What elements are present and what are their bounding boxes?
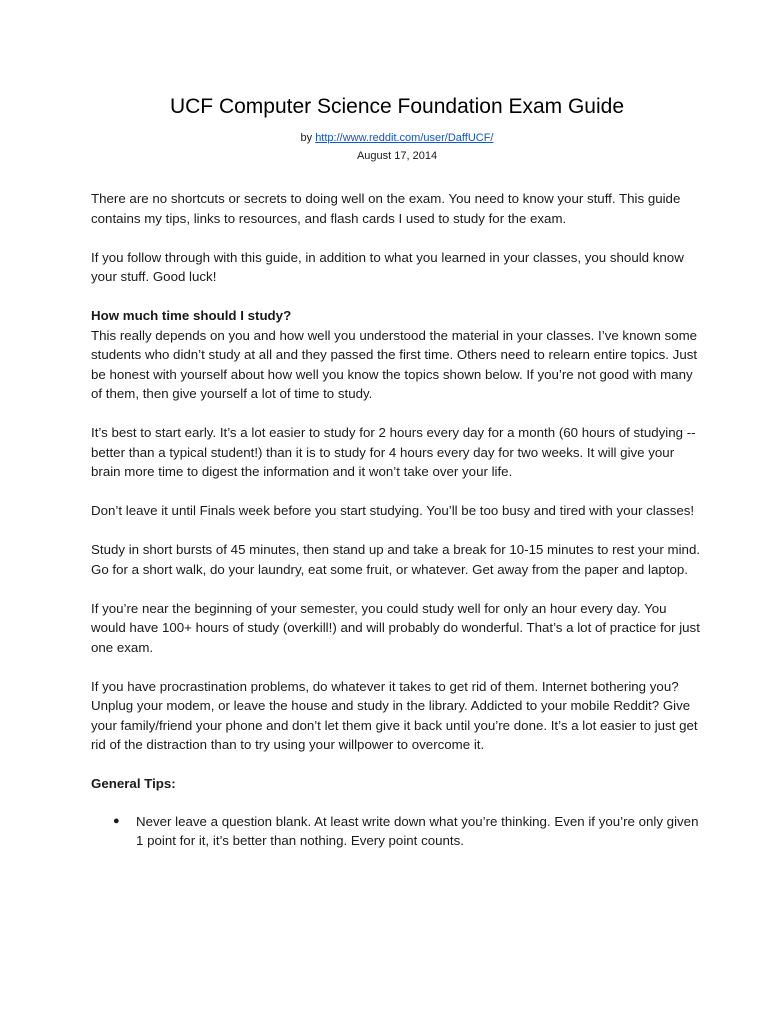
general-tips-list xyxy=(91,812,703,851)
study-paragraph-2: It’s best to start early. It’s a lot easier to study for 2 hours every day for a month (60 hours of studying -- better than a typical student!) than it is to study for 4 hours every day for two weeks. It will give your brain more time to digest the information and it won’t take over your life. xyxy=(91,425,696,479)
byline-prefix: by xyxy=(300,132,316,144)
section-heading-general-tips: General Tips: xyxy=(91,776,176,791)
study-paragraph-4: Study in short bursts of 45 minutes, then stand up and take a break for 10-15 minutes to rest your mind. Go for a short walk, do your laundry, eat some fruit, or whatever. Get away from the paper and laptop. xyxy=(91,542,701,577)
author-link[interactable]: http://www.reddit.com/user/DaffUCF/ xyxy=(315,132,494,144)
section-heading-study-time: How much time should I study? xyxy=(91,308,292,323)
list-item-text: Never leave a question blank. At least write down what you’re thinking. Even if you’re only given 1 point for it, it’s better than nothing. Every point counts. xyxy=(136,813,699,848)
list-item xyxy=(91,812,703,851)
document-content xyxy=(91,92,703,851)
study-paragraph-5: If you’re near the beginning of your semester, you could study well for only an hour every day. You would have 100+ hours of study (overkill!) and will probably do wonderful. That’s a lot of practice for just one exam. xyxy=(91,600,700,655)
bullet-icon: ● xyxy=(113,814,120,827)
document-date: August 17, 2014 xyxy=(356,150,438,162)
study-paragraph-1: This really depends on you and how well you understood the material in your classes. I’ve known some students who didn’t study at all and they passed the first time. Others need to relearn entire topics. Just be honest with yourself about how well you know the topics shown below. If you’re not good with many of them, then give yourself a lot of time to study. xyxy=(91,327,698,401)
document-title: UCF Computer Science Foundation Exam Guide xyxy=(169,95,625,118)
byline xyxy=(91,131,703,145)
study-paragraph-3: Don’t leave it until Finals week before you start studying. You’ll be too busy and tired with your classes! xyxy=(91,503,695,518)
study-paragraph-6: If you have procrastination problems, do whatever it takes to get rid of them. Internet bothering you? Unplug your modem, or leave the house and study in the library. Addicted to your mobile Reddit? Give your family/friend your phone and don’t let them give it back until you’re done. It’s a lot easier to just get rid of the distraction than to try using your willpower to overcome it. xyxy=(91,678,698,752)
intro-paragraph-1: There are no shortcuts or secrets to doing well on the exam. You need to know your stuff. This guide contains my tips, links to resources, and flash cards I used to study for the exam. xyxy=(91,191,681,226)
intro-paragraph-2: If you follow through with this guide, in addition to what you learned in your classes, you should know your stuff. Good luck! xyxy=(91,249,684,284)
